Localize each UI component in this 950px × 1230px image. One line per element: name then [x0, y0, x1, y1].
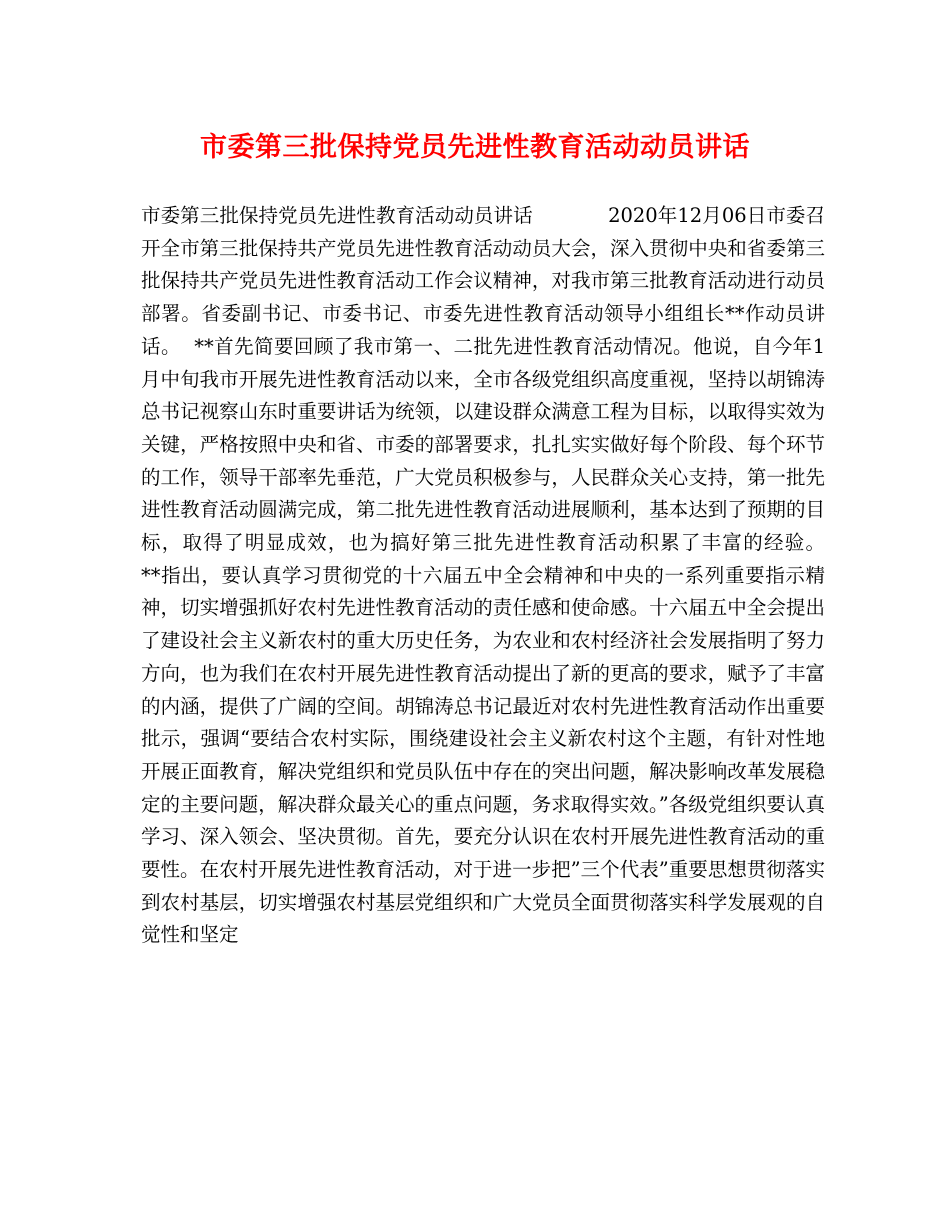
- document-title: 市委第三批保持党员先进性教育活动动员讲话: [200, 132, 750, 163]
- document-body: 市委第三批保持党员先进性教育活动动员讲话 2020年12月06日市委召开全市第三批保持共产党员先进性教育活动动员大会，深入贯彻中央和省委第三批保持共产党员先进性教育活动工作会议精神，对我市第三批教育活动进行动员部署。省委副书记、市委书记、市委先进性教育活动领导小组组长**作动员讲话。 **首先简要回顾了我市第一、二批先进性教育活动情况。他说，自今年1月中旬我市开展先进性教育活动以来，全市各级党组织高度重视，坚持以胡锦涛总书记视察山东时重要讲话为统领，以建设群众满意工程为目标，以取得实效为关键，严格按照中央和省、市委的部署要求，扎扎实实做好每个阶段、每个环节的工作，领导干部率先垂范，广大党员积极参与，人民群众关心支持，第一批先进性教育活动圆满完成，第二批先进性教育活动进展顺利，基本达到了预期的目标，取得了明显成效，也为搞好第三批先进性教育活动积累了丰富的经验。 **指出，要认真学习贯彻党的十六届五中全会精神和中央的一系列重要指示精神，切实增强抓好农村先进性教育活动的责任感和使命感。十六届五中全会提出了建设社会主义新农村的重大历史任务，为农业和农村经济社会发展指明了努力方向，也为我们在农村开展先进性教育活动提出了新的更高的要求，赋予了丰富的内涵，提供了广阔的空间。胡锦涛总书记最近对农村先进性教育活动作出重要批示，强调“要结合农村实际，围绕建设社会主义新农村这个主题，有针对性地开展正面教育，解决党组织和党员队伍中存在的突出问题，解决影响改革发展稳定的主要问题，解决群众最关心的重点问题，务求取得实效。”各级党组织要认真学习、深入领会、坚决贯彻。首先，要充分认识在农村开展先进性教育活动的重要性。在农村开展先进性教育活动，对于进一步把”三个代表”重要思想贯彻落实到农村基层，切实增强农村基层党组织和广大党员全面贯彻落实科学发展观的自觉性和坚定: [141, 204, 875, 947]
